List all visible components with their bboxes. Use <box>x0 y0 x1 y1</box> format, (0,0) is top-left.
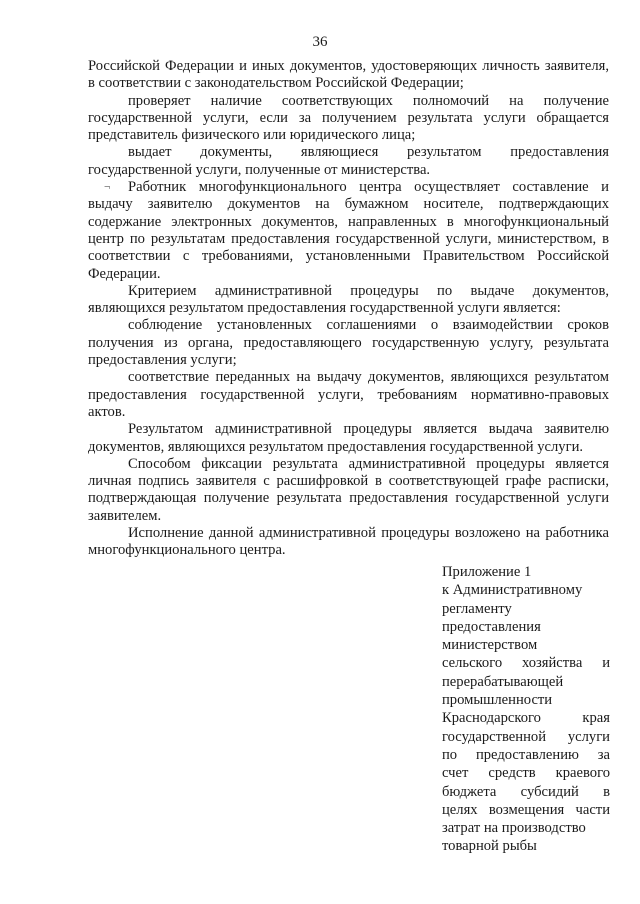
paragraph: Способом фиксации результата административной процедуры является личная подпись заявителя с расшифровкой в соответствующей графе расписки, подтверждающая получение результата предоставления государственной услуги заявителем. <box>88 455 609 524</box>
paragraph: Работник многофункционального центра осуществляет составление и выдачу заявителю документов на бумажном носителе, подтверждающих содержание электронных документов, направленных в многофункциональный центр по результатам предоставления государственной услуги, министерством, в соответствии с требованиями, установленными Правительством Российской Федерации. <box>88 179 609 282</box>
page-number: 36 <box>312 34 328 50</box>
paragraph: Исполнение данной административной процедуры возложено на работника многофункционального центра. <box>88 525 609 559</box>
appendix-line: государственной услуги <box>442 728 610 745</box>
appendix-line: регламенту <box>442 600 512 617</box>
paragraph: соответствие переданных на выдачу документов, являющихся результатом предоставления государственной услуги, требованиям нормативно-правовых актов. <box>88 369 609 420</box>
body-text <box>88 58 609 560</box>
paragraph: выдает документы, являющиеся результатом предоставления государственной услуги, полученные от министерства. <box>88 144 609 178</box>
paragraph: Результатом административной процедуры является выдача заявителю документов, являющихся результатом предоставления государственной услуги. <box>88 421 609 455</box>
appendix-line: перерабатывающей <box>442 673 564 690</box>
appendix-line: Краснодарского края <box>442 710 610 727</box>
appendix-line: счет средств краевого <box>442 765 610 782</box>
appendix-line: товарной рыбы <box>442 838 537 855</box>
appendix-line: целях возмещения части <box>442 801 610 818</box>
appendix-line: предоставления <box>442 618 541 635</box>
appendix-line: затрат на производство <box>442 820 586 837</box>
appendix-line: бюджета субсидий в <box>442 783 610 800</box>
paragraph: Критерием административной процедуры по выдаче документов, являющихся результатом предоставления государственной услуги является: <box>88 282 609 317</box>
appendix-line: сельского хозяйства и <box>442 655 610 672</box>
appendix-line: по предоставлению за <box>442 746 610 763</box>
paragraph: Российской Федерации и иных документов, удостоверяющих личность заявителя, в соответствии с законодательством Российской Федерации; <box>88 58 609 92</box>
paragraph: проверяет наличие соответствующих полномочий на получение государственной услуги, если за получением результата услуги обращается представитель физического или юридического лица; <box>88 92 609 144</box>
appendix-line: к Административному <box>442 582 583 599</box>
appendix-line: промышленности <box>442 692 553 709</box>
paragraph: соблюдение установленных соглашениями о взаимодействии сроков получения из органа, предоставляющего государственную услугу, результата предоставления услуги; <box>88 317 609 369</box>
appendix-line: Приложение 1 <box>442 564 532 580</box>
margin-mark: ¬ <box>104 181 111 193</box>
appendix-header <box>442 563 610 856</box>
appendix-line: министерством <box>442 637 538 654</box>
